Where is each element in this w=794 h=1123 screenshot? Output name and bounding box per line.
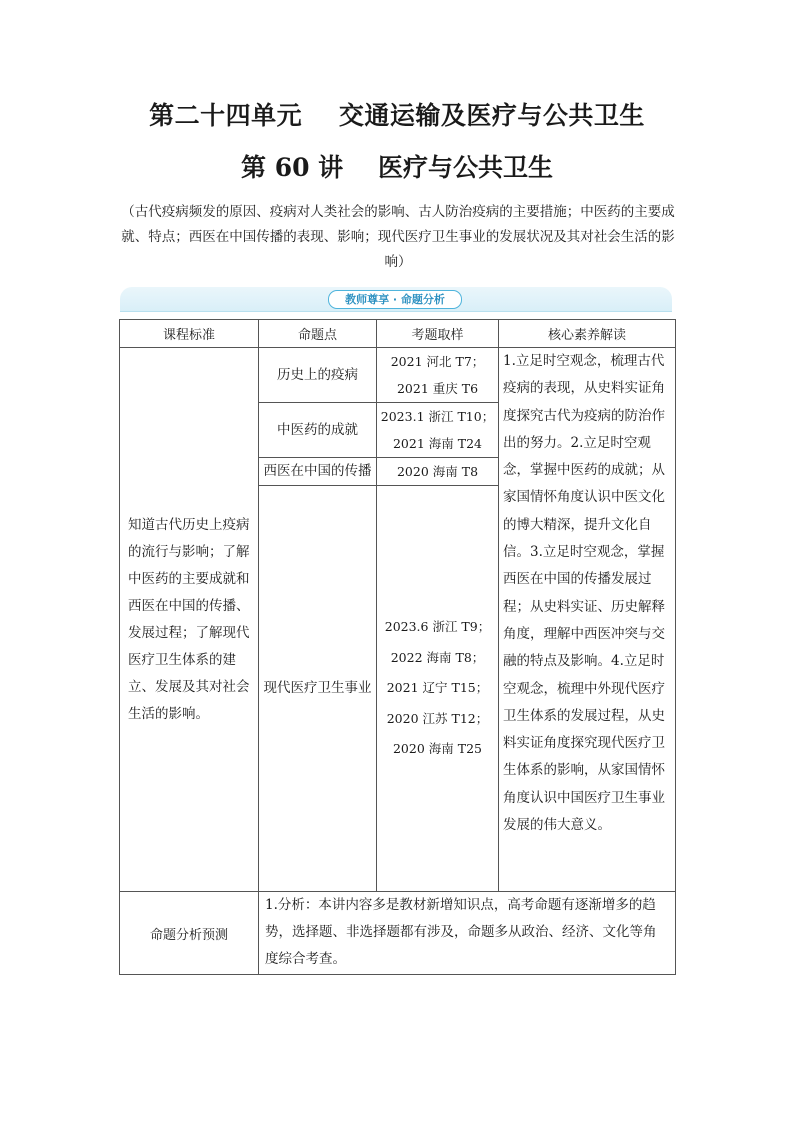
exam-item: 2021 海南 T24 — [392, 436, 482, 451]
exam-samples-epidemic — [377, 348, 499, 403]
header-topic: 命题点 — [259, 320, 377, 348]
unit-title: 第二十四单元 交通运输及医疗与公共卫生 — [149, 101, 645, 130]
exam-item: 2023.6 浙江 T9； — [384, 619, 491, 635]
core-literacy: 1.立足时空观念，梳理古代疫病的表现，从史料实证角度探究古代为疫病的防治作出的努力。2.立足时空观念，掌握中医药的成就；从家国情怀角度认识中医文化的博大精深，提升文化自信。3.立足时空观念，掌握西医在中国的传播发展过程；从史料实证、历史解释角度，理解中西医冲突与交融的特点及影响。4.立足时空观念，梳理中外现代医疗卫生体系的发展过程，从史料实证角度探究现代医疗卫生体系的影响，从家国情怀角度认识中国医疗卫生事业发展的伟大意义。 — [499, 348, 676, 892]
topic-tcm: 中医药的成就 — [259, 403, 377, 458]
exam-samples-tcm — [377, 403, 499, 458]
topic-epidemic: 历史上的疫病 — [259, 348, 377, 403]
table-row — [120, 348, 676, 403]
header-exam: 考题取样 — [377, 320, 499, 348]
exam-item: 2022 海南 T8； — [390, 649, 485, 665]
header-core: 核心素养解读 — [499, 320, 676, 348]
exam-item: 2020 江苏 T12； — [386, 710, 489, 726]
exam-item: 2023.1 浙江 T10； — [380, 409, 495, 424]
exam-item: 2021 河北 T7； — [390, 354, 485, 369]
exam-item: 2021 辽宁 T15； — [386, 680, 489, 696]
table-header-row — [120, 320, 676, 348]
prediction-label: 命题分析预测 — [120, 892, 259, 975]
banner-label: 教师尊享 · 命题分析 — [328, 290, 462, 309]
prediction-text: 1.分析：本讲内容多是教材新增知识点，高考命题有逐渐增多的趋势，选择题、非选择题都有涉及，命题多从政治、经济、文化等角度综合考查。 — [259, 892, 676, 975]
topic-western-medicine: 西医在中国的传播 — [259, 458, 377, 486]
curriculum-standard: 知道古代历史上疫病的流行与影响；了解中医药的主要成就和西医在中国的传播、发展过程；了解现代医疗卫生体系的建立、发展及其对社会生活的影响。 — [120, 348, 259, 892]
lecture-scope: （古代疫病频发的原因、疫病对人类社会的影响、古人防治疫病的主要措施；中医药的主要成就、特点；西医在中国传播的表现、影响；现代医疗卫生事业的发展状况及其对社会生活的影响） — [121, 204, 675, 270]
exam-samples-modern — [377, 486, 499, 892]
lecture-title: 第 60 讲 医疗与公共卫生 — [240, 153, 553, 182]
exam-item: 2020 海南 T8 — [396, 464, 479, 479]
exam-item: 2021 重庆 T6 — [396, 381, 479, 396]
topic-modern-healthcare: 现代医疗卫生事业 — [259, 486, 377, 892]
exam-item: 2020 海南 T25 — [392, 741, 482, 757]
exam-samples-western — [377, 458, 499, 486]
header-curriculum: 课程标准 — [120, 320, 259, 348]
table-row — [120, 892, 676, 975]
analysis-table — [119, 319, 676, 975]
